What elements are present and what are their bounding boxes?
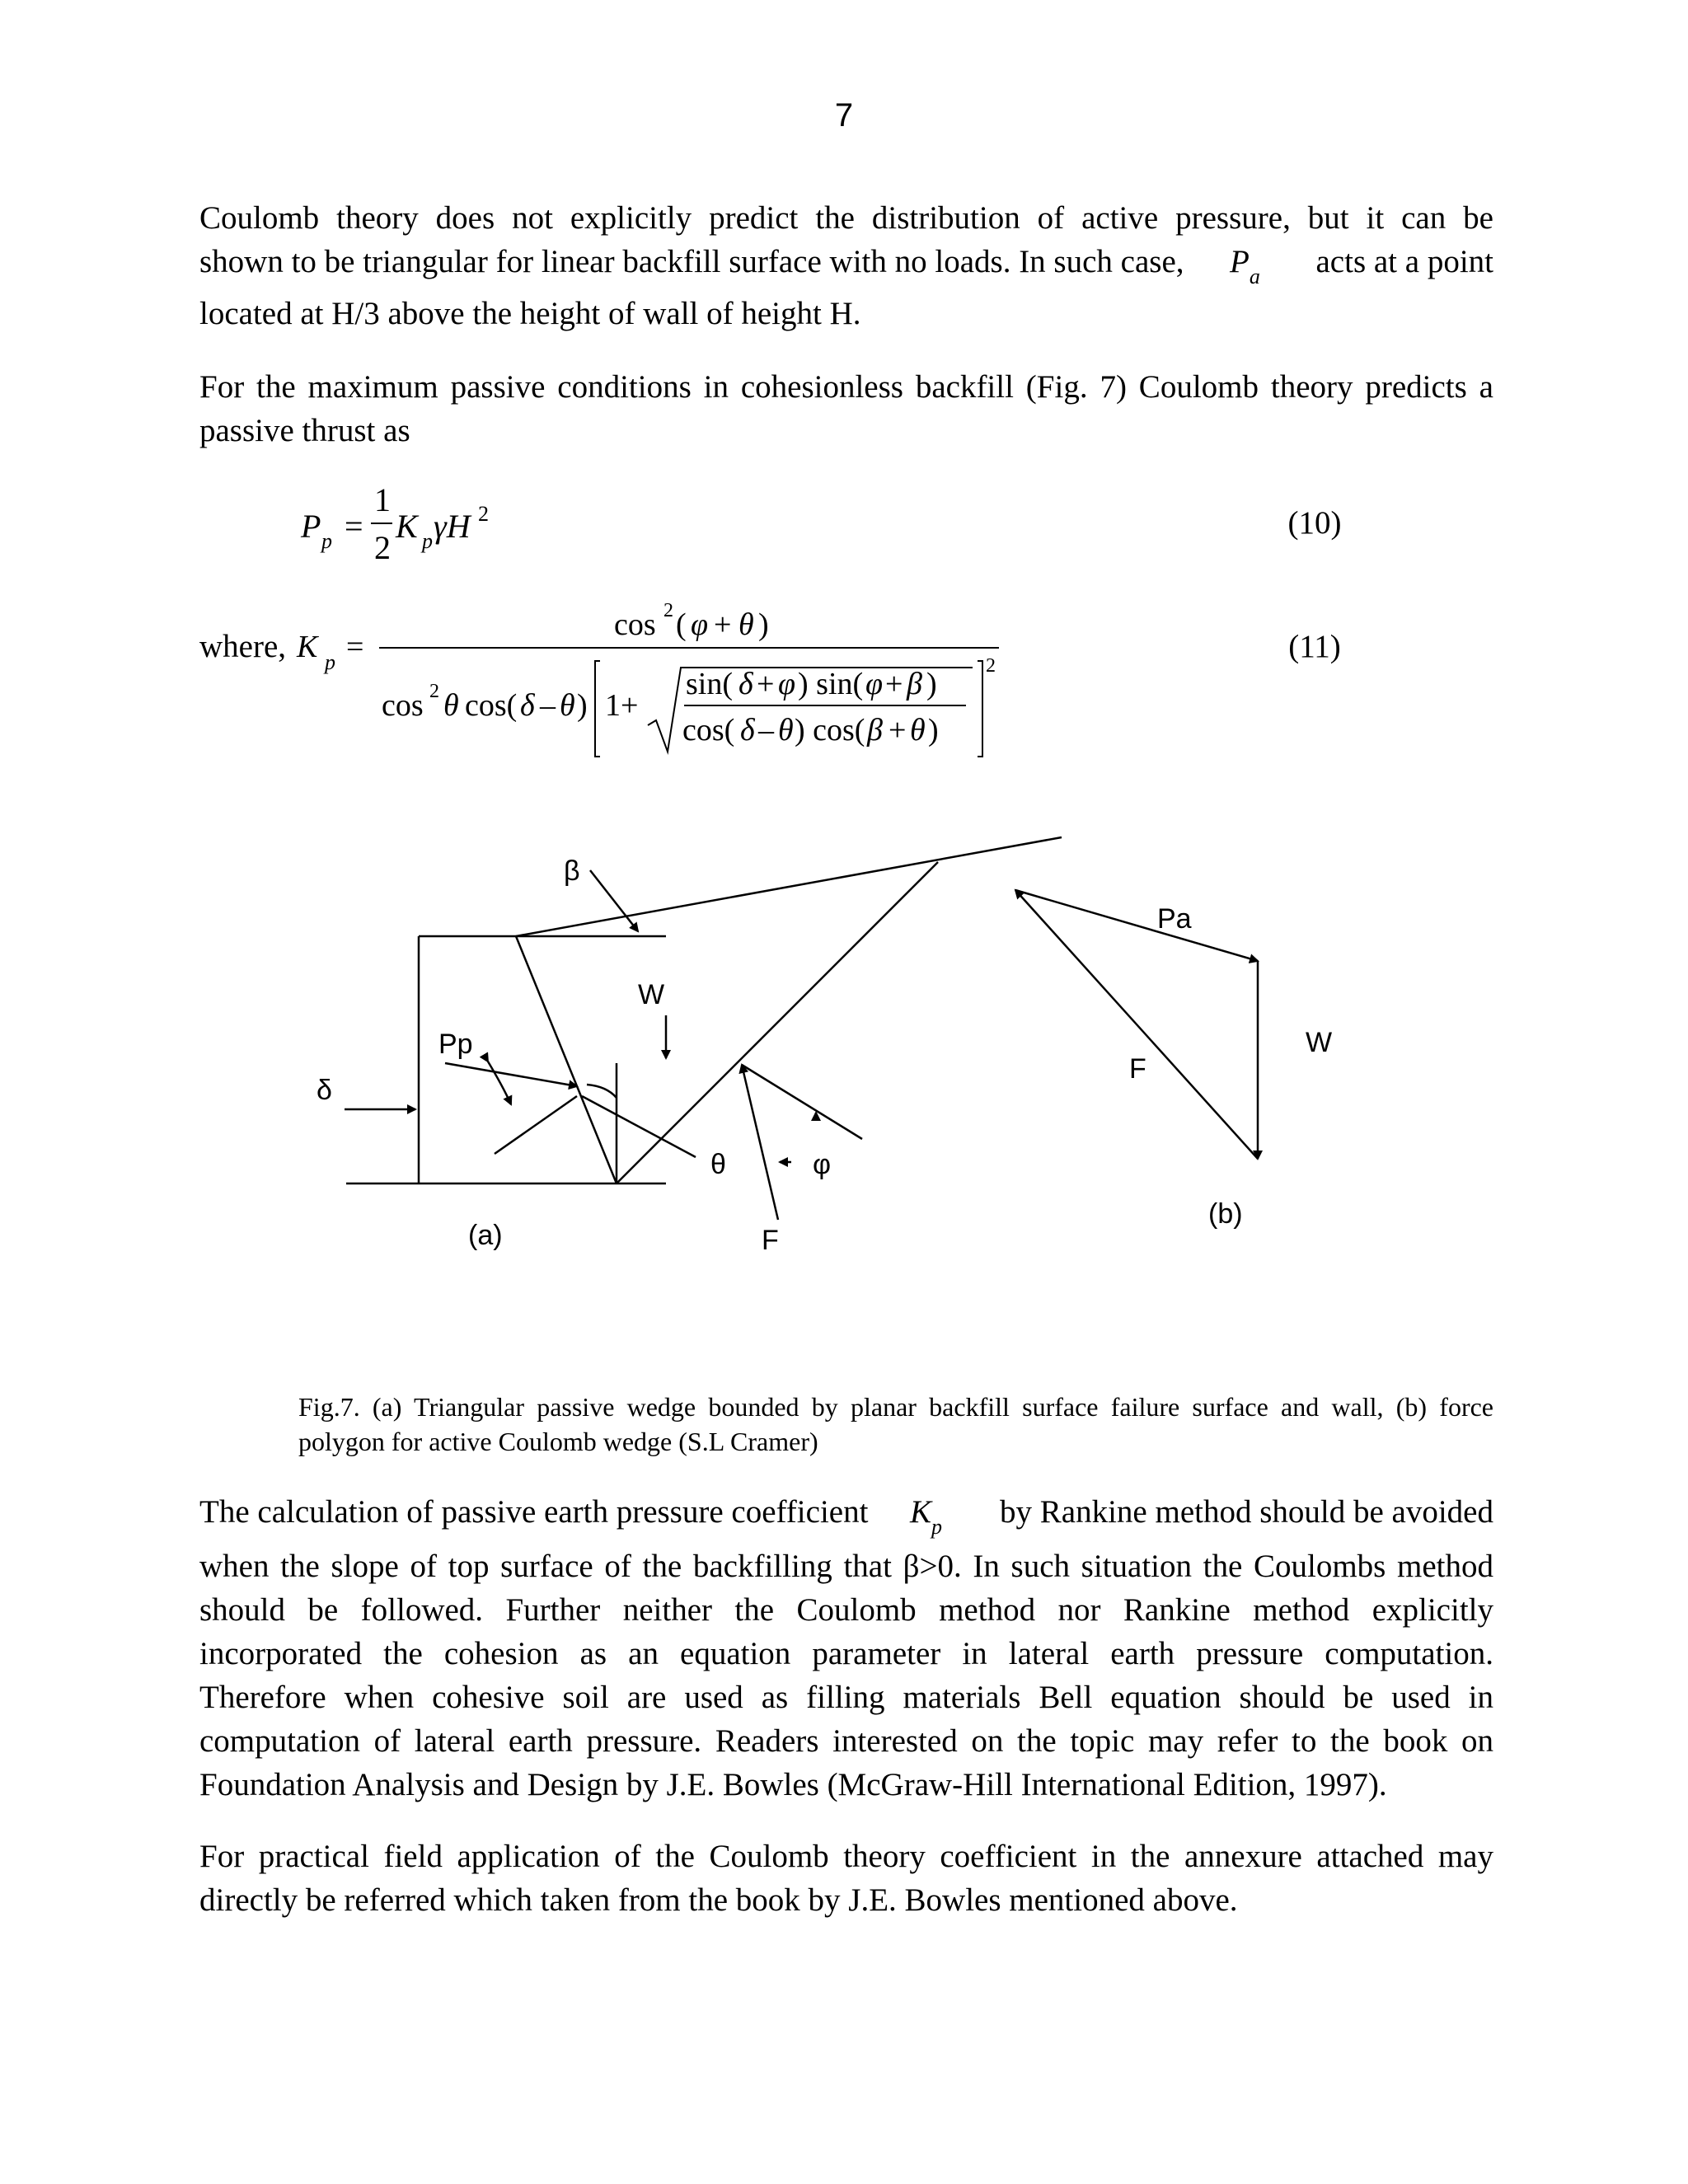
- svg-text:β: β: [907, 667, 922, 701]
- svg-text:): ): [928, 713, 939, 748]
- svg-text:cos(: cos(: [682, 713, 735, 748]
- caption-line2: polygon for active Coulomb wedge (S.L Cramer): [298, 1427, 818, 1456]
- svg-text:K: K: [396, 508, 418, 545]
- svg-text:δ: δ: [520, 688, 535, 723]
- svg-text:cos: cos: [614, 607, 656, 642]
- para3-line5: Therefore when cohesive soil are used as filling materials Bell equation should be used in: [199, 1680, 1493, 1715]
- label-w2: W: [1306, 1027, 1333, 1058]
- equation-10-number: (10): [1287, 505, 1342, 541]
- svg-text:β: β: [867, 713, 883, 748]
- wedge-mark-1: [495, 1096, 577, 1154]
- para1-line3: located at H/3 above the height of wall of height H.: [199, 296, 861, 331]
- label-b: (b): [1208, 1198, 1243, 1230]
- label-f2: F: [1129, 1053, 1146, 1085]
- svg-text:): ): [758, 607, 769, 642]
- label-f: F: [762, 1225, 779, 1256]
- backfill-surface: [516, 837, 1062, 936]
- label-pp: Pp: [438, 1029, 473, 1060]
- svg-text:P: P: [301, 508, 321, 545]
- svg-text:=: =: [345, 508, 363, 545]
- label-w: W: [638, 979, 665, 1010]
- caption-line1: Fig.7. (a) Triangular passive wedge bounded by planar backfill surface failure surface and wall, (b) force: [298, 1392, 1493, 1422]
- equation-11-number: (11): [1288, 629, 1341, 664]
- svg-text:2: 2: [663, 600, 673, 621]
- pp-angle-arc: [488, 1062, 511, 1104]
- svg-text:2: 2: [429, 681, 439, 702]
- svg-text:) sin(: ) sin(: [798, 667, 864, 701]
- para3-line6: computation of lateral earth pressure. Readers interested on the topic may refer to the book on: [199, 1723, 1493, 1759]
- para4-line2: directly be referred which taken from the book by J.E. Bowles mentioned above.: [199, 1882, 1238, 1918]
- para3-line4: incorporated the cohesion as an equation parameter in lateral earth pressure computation.: [199, 1636, 1493, 1671]
- svg-text:): ): [577, 688, 588, 723]
- svg-text:φ: φ: [865, 667, 884, 701]
- svg-text:–: –: [540, 688, 556, 723]
- para4-line1: For practical field application of the Coulomb theory coefficient in the annexure attached may: [199, 1839, 1493, 1874]
- f-normal-line: [742, 1065, 862, 1139]
- svg-text:+: +: [885, 667, 903, 701]
- svg-text:p: p: [325, 650, 335, 674]
- para1-line2: shown to be triangular for linear backfill surface with no loads. In such case, $P_a$ acts at a point: [199, 244, 1493, 288]
- wedge-mark-2: [582, 1096, 696, 1157]
- symbol-Kp: K: [910, 1494, 932, 1530]
- svg-text:δ: δ: [738, 667, 753, 701]
- svg-text:(: (: [676, 607, 687, 642]
- figure-caption: [298, 1390, 1493, 1459]
- label-delta: δ: [316, 1075, 332, 1106]
- para3-line1: The calculation of passive earth pressure coefficient $K_p$ by Rankine method should be avoided: [199, 1494, 1493, 1539]
- svg-text:+: +: [757, 667, 775, 701]
- svg-text:φ: φ: [691, 607, 709, 642]
- svg-text:p: p: [321, 529, 332, 553]
- para2-line2: passive thrust as: [199, 413, 410, 448]
- eq11-where: where,: [199, 629, 287, 664]
- pp-arrow: [445, 1063, 577, 1086]
- svg-text:θ: θ: [778, 713, 794, 748]
- para2-line1: For the maximum passive conditions in cohesionless backfill (Fig. 7) Coulomb theory predicts a: [199, 369, 1493, 405]
- para3-line7: Foundation Analysis and Design by J.E. Bowles (McGraw-Hill International Edition, 1997).: [199, 1767, 1387, 1802]
- para1-line1: Coulomb theory does not explicitly predict the distribution of active pressure, but it can be: [199, 200, 1493, 236]
- svg-text:θ: θ: [443, 688, 459, 723]
- paragraph-rankine-avoid: [199, 1490, 1493, 1807]
- svg-text:–: –: [758, 713, 774, 748]
- svg-text:2: 2: [374, 529, 391, 566]
- delta-angle-arc: [587, 1085, 617, 1098]
- wedge-line-left: [516, 936, 617, 1183]
- svg-text:1+: 1+: [605, 688, 639, 723]
- label-beta: β: [564, 855, 580, 887]
- symbol-Pa: P: [1230, 244, 1250, 279]
- label-pa: Pa: [1157, 903, 1192, 935]
- svg-text:γH: γH: [434, 508, 471, 545]
- f-vector: [1015, 890, 1258, 1159]
- svg-text:+: +: [889, 713, 907, 748]
- svg-text:θ: θ: [560, 688, 575, 723]
- svg-text:) cos(: ) cos(: [795, 713, 865, 748]
- svg-text:θ: θ: [910, 713, 926, 748]
- svg-text:=: =: [346, 630, 364, 664]
- svg-text:p: p: [422, 529, 433, 553]
- label-theta: θ: [710, 1149, 726, 1180]
- svg-text:φ: φ: [778, 667, 796, 701]
- svg-text:K: K: [297, 630, 318, 664]
- svg-text:2: 2: [478, 502, 489, 526]
- page-number: 7: [834, 97, 854, 134]
- svg-text:cos: cos: [382, 688, 424, 723]
- svg-text:sin(: sin(: [686, 667, 733, 701]
- label-phi: φ: [813, 1149, 832, 1180]
- paragraph-practical-application: [199, 1835, 1493, 1922]
- svg-text:θ: θ: [738, 607, 754, 642]
- svg-text:δ: δ: [740, 713, 755, 748]
- svg-text:cos(: cos(: [465, 688, 518, 723]
- svg-text:1: 1: [374, 481, 391, 518]
- f-arrow-a: [742, 1065, 778, 1220]
- pa-vector: [1015, 890, 1258, 961]
- svg-text:2: 2: [986, 655, 996, 677]
- label-a: (a): [468, 1220, 503, 1251]
- para3-line3: should be followed. Further neither the Coulomb method nor Rankine method explicitly: [199, 1592, 1493, 1628]
- svg-text:): ): [926, 667, 937, 701]
- svg-text:+: +: [714, 607, 732, 642]
- para3-line2: when the slope of top surface of the backfilling that β>0. In such situation the Coulombs method: [199, 1549, 1493, 1584]
